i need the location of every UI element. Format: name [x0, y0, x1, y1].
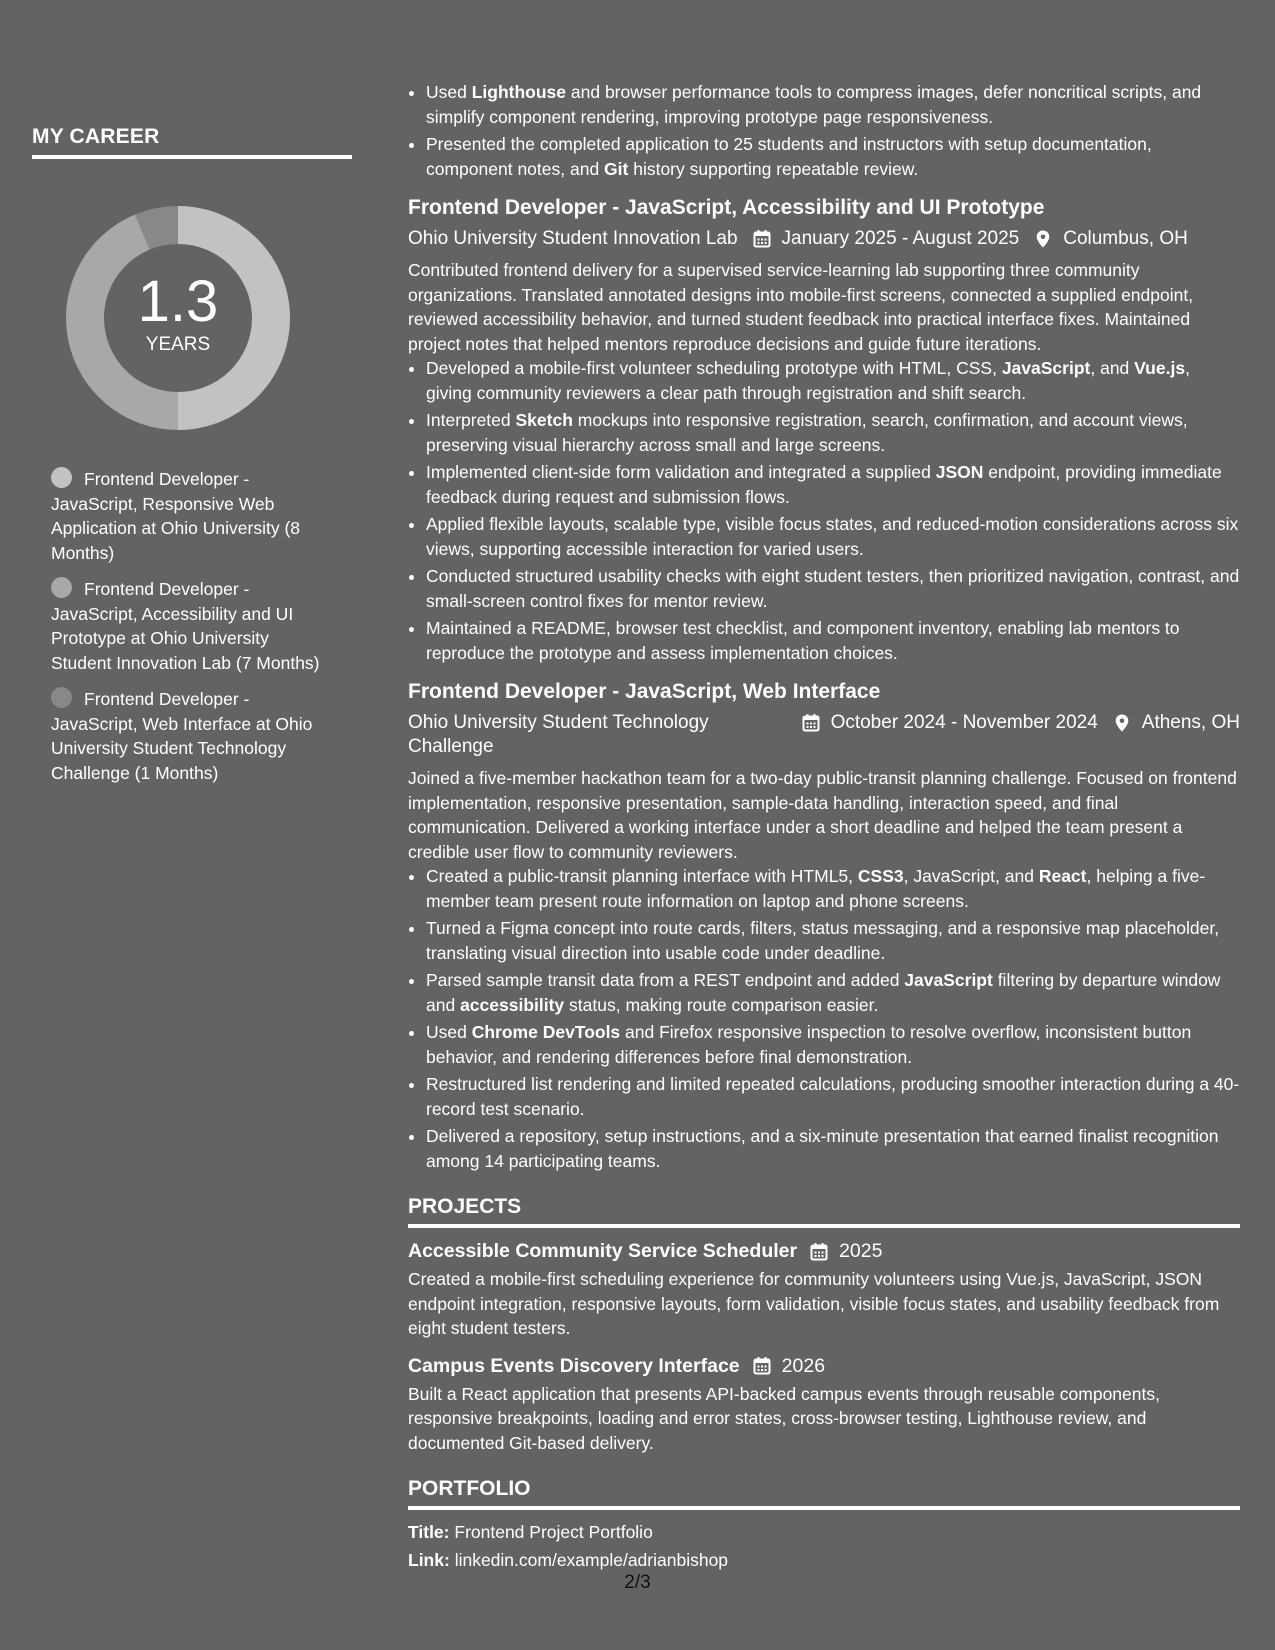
- location-pin-icon: [1033, 229, 1053, 249]
- job-location: [1033, 227, 1188, 251]
- legend-label: Frontend Developer - JavaScript, Responsive Web Application at Ohio University (8 Months): [51, 469, 300, 563]
- project-title-row: [408, 1240, 1240, 1263]
- donut-center: [65, 205, 291, 431]
- portfolio-details: [408, 1518, 1240, 1574]
- location-pin-icon: [1112, 713, 1132, 733]
- job-location-text: Columbus, OH: [1063, 228, 1188, 249]
- job-title: Frontend Developer - JavaScript, Accessibility and UI Prototype: [408, 196, 1045, 219]
- bullet-item: • Conducted structured usability checks with eight student testers, then prioritized navigation, contrast, and small-screen control fixes for mentor review.: [426, 564, 1240, 613]
- calendar-icon: [809, 1242, 829, 1262]
- project-name: Campus Events Discovery Interface: [408, 1354, 740, 1377]
- bullet-item: • Interpreted Sketch mockups into responsive registration, search, confirmation, and account views, preserving visual hierarchy across small and large screens.: [426, 408, 1240, 457]
- legend-dot: [51, 687, 72, 708]
- calendar-icon: [752, 229, 772, 249]
- career-donut-chart: [65, 205, 291, 431]
- bullet-item: • Parsed sample transit data from a REST endpoint and added JavaScript filtering by departure window and accessibility status, making route comparison easier.: [426, 968, 1240, 1017]
- career-heading: MY CAREER: [32, 125, 352, 159]
- job-meta: [408, 227, 1240, 251]
- job-bullets: [408, 356, 1240, 665]
- legend-item: [51, 577, 321, 675]
- job-organization: Ohio University Student Technology Challenge: [408, 712, 709, 757]
- job-bullets: [408, 864, 1240, 1173]
- calendar-icon: [752, 1356, 772, 1376]
- project-description: Created a mobile-first scheduling experience for community volunteers using Vue.js, JavaScript, JSON endpoint integration, responsive layouts, form validation, visible focus states, and usability feedback from eight student testers.: [408, 1269, 1220, 1338]
- bullet-item: • Restructured list rendering and limited repeated calculations, producing smoother interaction during a 40-record test scenario.: [426, 1072, 1240, 1121]
- years-value: 1.3: [137, 269, 219, 334]
- project-year-text: 2025: [839, 1240, 883, 1262]
- job-dates: [752, 227, 1020, 251]
- bullet-item: • Implemented client-side form validation and integrated a supplied JSON endpoint, providing immediate feedback during request and submission flows.: [426, 460, 1240, 509]
- bullet-item: • Created a public-transit planning interface with HTML5, CSS3, JavaScript, and React, helping a five-member team present route information on laptop and phone screens.: [426, 864, 1240, 913]
- portfolio-link-label: Link:: [408, 1550, 450, 1570]
- job-title: Frontend Developer - JavaScript, Web Interface: [408, 680, 881, 703]
- legend-dot: [51, 467, 72, 488]
- portfolio-title-label: Title:: [408, 1522, 450, 1542]
- job-description: Contributed frontend delivery for a supervised service-learning lab supporting three community organizations. Translated annotated designs into mobile-first screens, connected a supplied endpoint, reviewed accessibility behavior, and turned student feedback into practical interface fixes. Maintained project notes that helped mentors reproduce decisions and guide future iterations.: [408, 260, 1194, 354]
- project-description: Built a React application that presents API-backed campus events through reusable components, responsive breakpoints, loading and error states, cross-browser testing, Lighthouse review, and documented Git-based delivery.: [408, 1383, 1160, 1453]
- job-meta: [408, 711, 1240, 759]
- job-location: [1112, 711, 1240, 735]
- projects-heading: PROJECTS: [408, 1195, 1240, 1228]
- job-entry: [408, 194, 1240, 665]
- job-dates-text: October 2024 - November 2024: [830, 712, 1098, 733]
- project-year: [752, 1355, 825, 1378]
- bullet-item: • Presented the completed application to 25 students and instructors with setup documentation, component notes, and Git history supporting repeatable review.: [426, 132, 1240, 181]
- project-title-row: [408, 1355, 1240, 1378]
- legend-item: [51, 687, 321, 785]
- job-description: Joined a five-member hackathon team for a two-day public-transit planning challenge. Focused on frontend implementation, responsive presentation, sample-data handling, interaction speed, and final communication. Delivered a working interface under a short deadline and helped the team present a credible user flow to community reviewers.: [408, 768, 1237, 862]
- job-dates-text: January 2025 - August 2025: [781, 228, 1020, 249]
- job-entry: [408, 678, 1240, 1173]
- bullet-item: • Applied flexible layouts, scalable type, visible focus states, and reduced-motion considerations across six views, supporting accessible interaction for varied users.: [426, 512, 1240, 561]
- bullet-item: • Delivered a repository, setup instructions, and a six-minute presentation that earned finalist recognition among 14 participating teams.: [426, 1124, 1240, 1173]
- career-legend: [51, 467, 321, 785]
- page-number: 2/3: [624, 1572, 651, 1593]
- bullet-item: • Developed a mobile-first volunteer scheduling prototype with HTML, CSS, JavaScript, and Vue.js, giving community reviewers a clear path through registration and shift search.: [426, 356, 1240, 405]
- project-year: [809, 1240, 882, 1263]
- bullet-item: • Turned a Figma concept into route cards, filters, status messaging, and a responsive map placeholder, translating visual direction into usable code under deadline.: [426, 916, 1240, 965]
- legend-dot: [51, 577, 72, 598]
- portfolio-title-row: [408, 1518, 1240, 1546]
- portfolio-link-row: [408, 1546, 1240, 1574]
- bullet-item: • Maintained a README, browser test checklist, and component inventory, enabling lab mentors to reproduce the prototype and assess implementation choices.: [426, 616, 1240, 665]
- calendar-icon: [801, 713, 821, 733]
- job-dates: [801, 711, 1098, 735]
- job-location-text: Athens, OH: [1141, 712, 1240, 733]
- bullet-item: • Used Lighthouse and browser performance tools to compress images, defer noncritical scripts, and simplify component rendering, improving prototype page responsiveness.: [426, 80, 1240, 129]
- project-year-text: 2026: [781, 1354, 826, 1377]
- project-name: Accessible Community Service Scheduler: [408, 1240, 798, 1262]
- portfolio-link[interactable]: linkedin.com/example/adrianbishop: [454, 1550, 729, 1570]
- project-entry: [408, 1355, 1240, 1456]
- job-organization: Ohio University Student Innovation Lab: [408, 228, 738, 249]
- legend-label: Frontend Developer - JavaScript, Accessibility and UI Prototype at Ohio University Student Innovation Lab (7 Months): [51, 579, 320, 673]
- portfolio-heading: PORTFOLIO: [408, 1477, 1240, 1510]
- previous-job-bullets: [408, 80, 1240, 181]
- legend-label: Frontend Developer - JavaScript, Web Interface at Ohio University Student Technology Challenge (1 Months): [51, 689, 313, 783]
- project-entry: [408, 1240, 1240, 1341]
- career-sidebar: [32, 125, 352, 797]
- portfolio-title-value: Frontend Project Portfolio: [454, 1522, 653, 1542]
- bullet-item: • Used Chrome DevTools and Firefox responsive inspection to resolve overflow, inconsistent button behavior, and rendering differences before final demonstration.: [426, 1020, 1240, 1069]
- main-column: [408, 80, 1240, 1574]
- years-unit: YEARS: [145, 334, 211, 355]
- legend-item: [51, 467, 321, 565]
